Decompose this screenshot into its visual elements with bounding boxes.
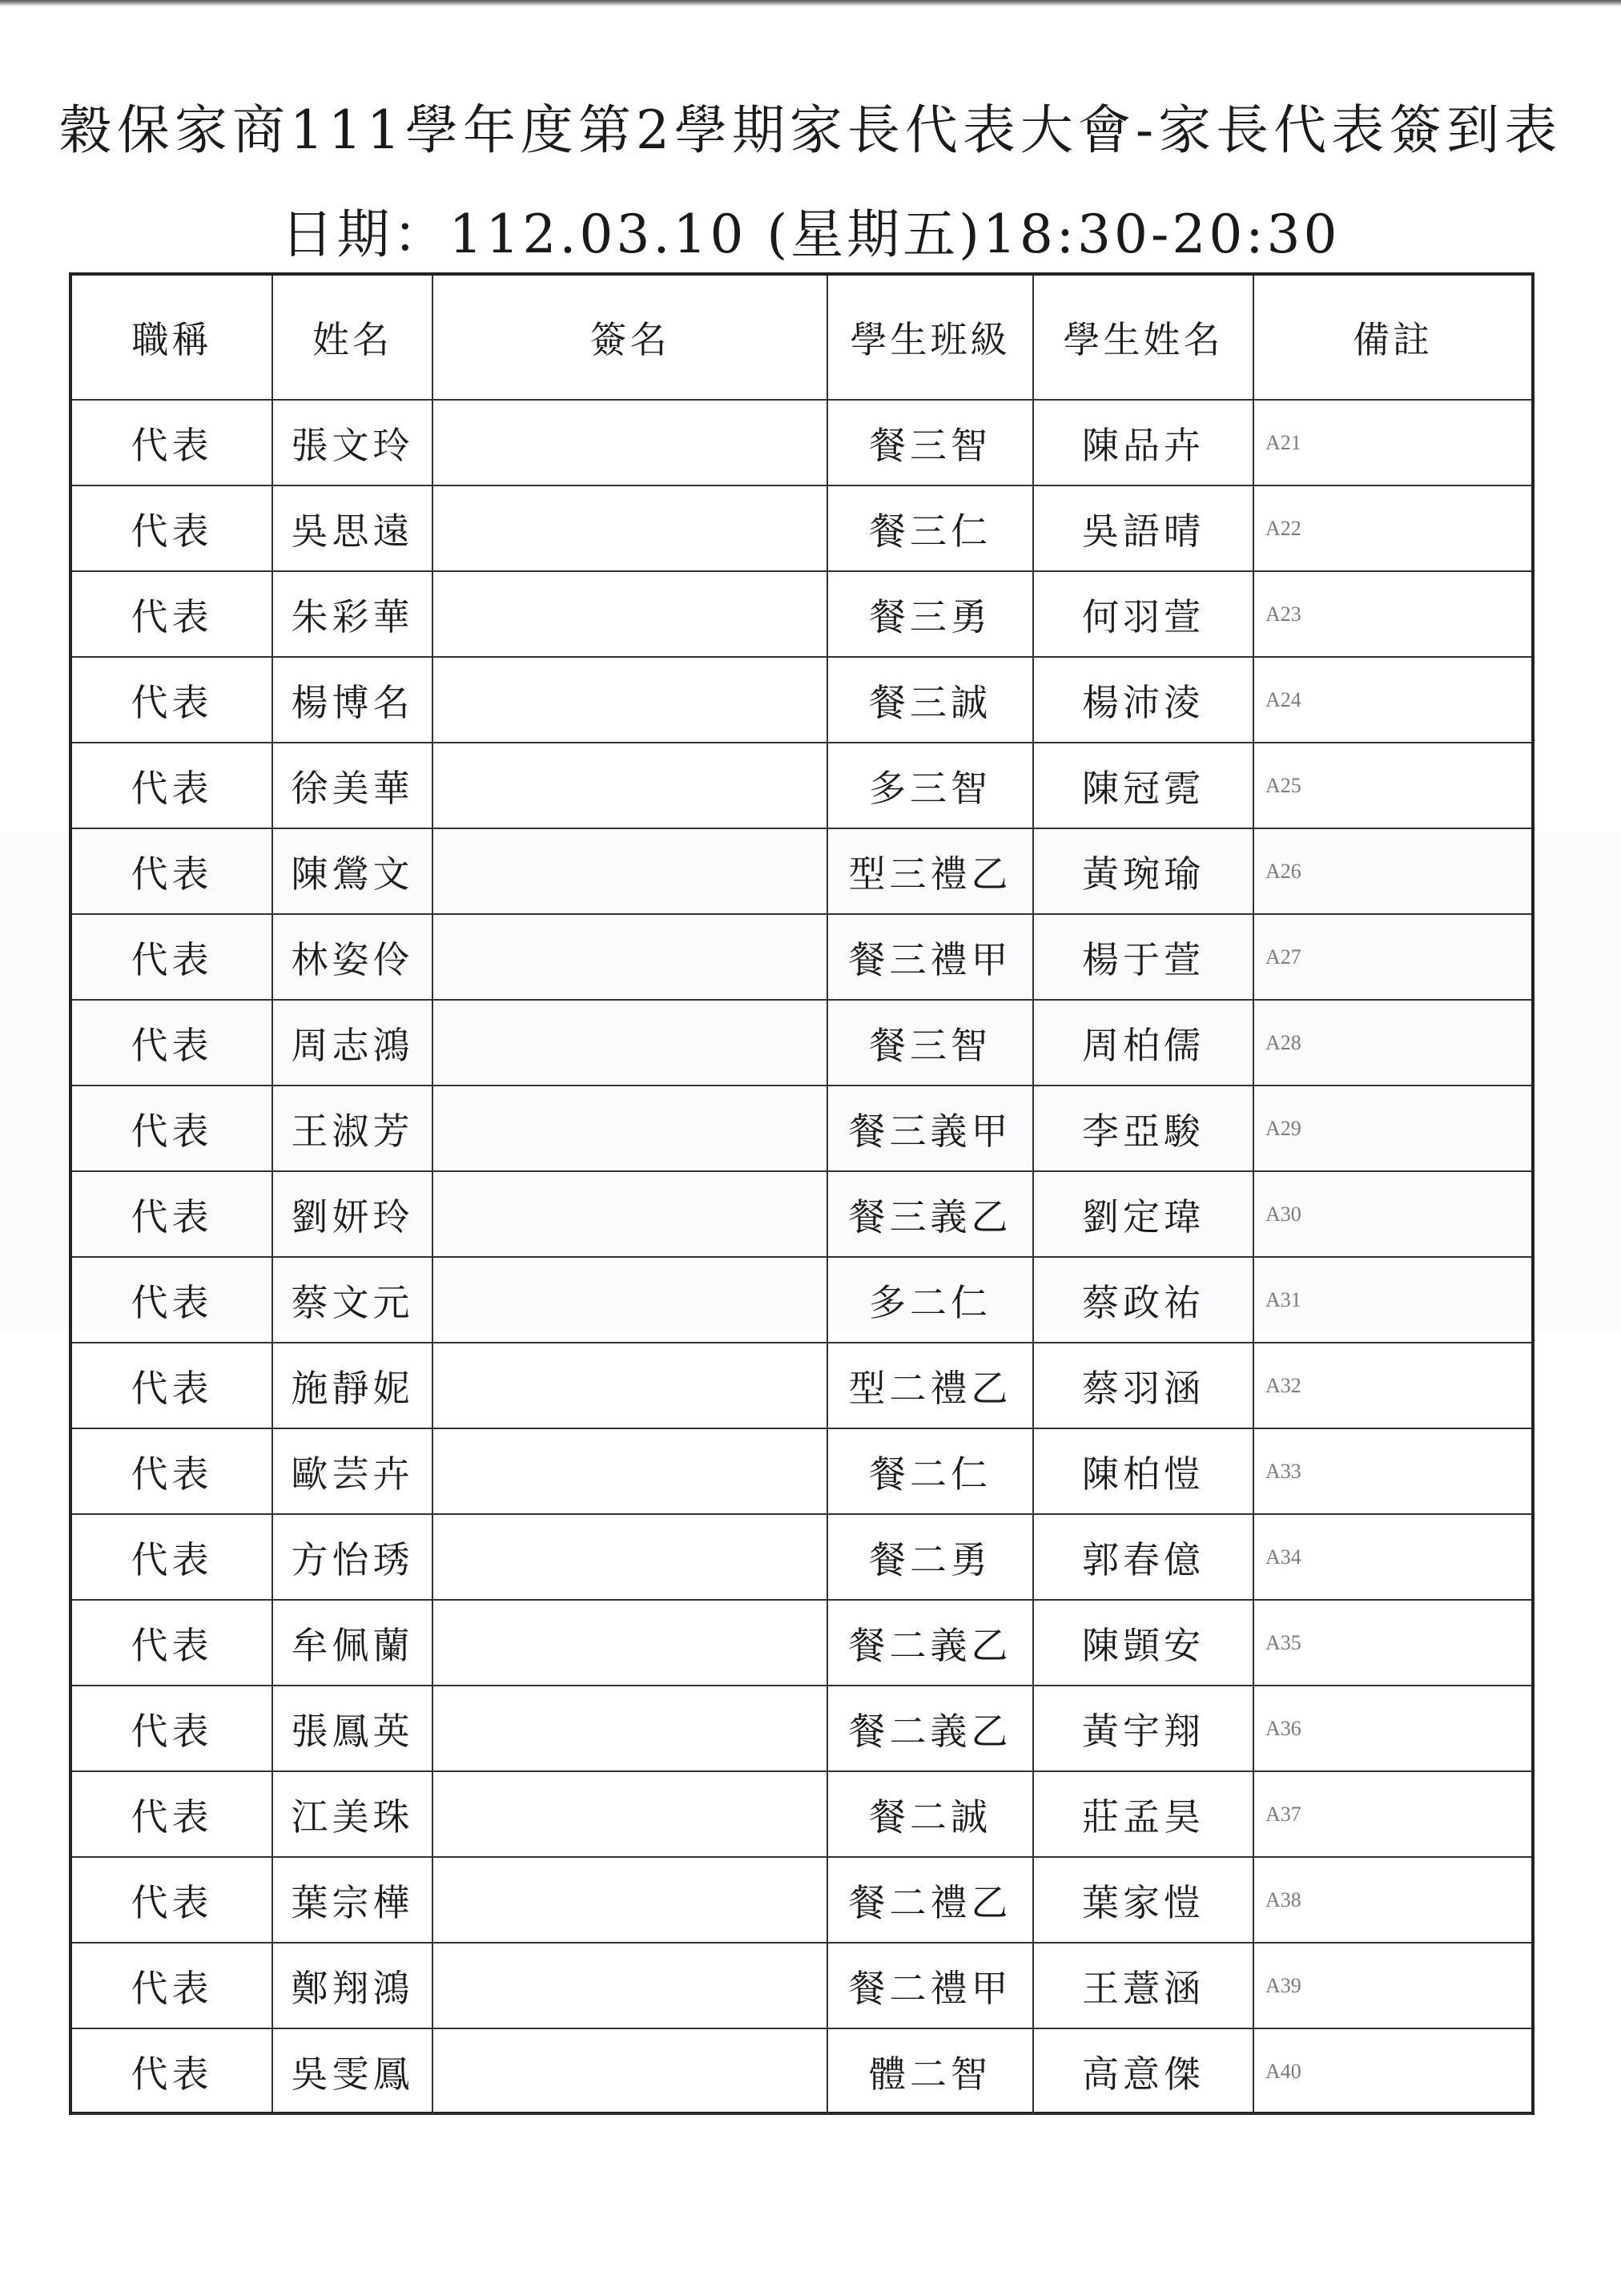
cell-note: A29	[1253, 1086, 1531, 1171]
cell-signature	[432, 657, 827, 743]
table-row	[72, 1943, 1531, 2028]
cell-name: 楊博名	[272, 657, 432, 743]
table-row	[72, 914, 1531, 1000]
cell-student: 王薏涵	[1033, 1943, 1253, 2028]
cell-note: A36	[1253, 1686, 1531, 1771]
cell-name: 牟佩蘭	[272, 1600, 432, 1686]
cell-title: 代表	[72, 1771, 272, 1857]
cell-class: 餐三義甲	[827, 1086, 1033, 1171]
cell-student: 何羽萱	[1033, 571, 1253, 657]
header-title: 職稱	[72, 276, 272, 400]
table-row	[72, 1257, 1531, 1343]
cell-name: 歐芸卉	[272, 1428, 432, 1514]
cell-title: 代表	[72, 1428, 272, 1514]
cell-title: 代表	[72, 485, 272, 571]
header-name: 姓名	[272, 276, 432, 400]
cell-signature	[432, 1771, 827, 1857]
cell-student: 陳柏愷	[1033, 1428, 1253, 1514]
cell-signature	[432, 1600, 827, 1686]
table-row	[72, 1343, 1531, 1428]
cell-title: 代表	[72, 914, 272, 1000]
cell-note: A31	[1253, 1257, 1531, 1343]
scan-top-edge	[0, 0, 1621, 6]
cell-student: 陳顗安	[1033, 1600, 1253, 1686]
cell-note: A23	[1253, 571, 1531, 657]
cell-class: 多三智	[827, 743, 1033, 828]
cell-signature	[432, 1943, 827, 2028]
cell-class: 餐三智	[827, 1000, 1033, 1086]
cell-class: 體二智	[827, 2028, 1033, 2114]
cell-student: 吳語晴	[1033, 485, 1253, 571]
header-signature: 簽名	[432, 276, 827, 400]
cell-signature	[432, 1000, 827, 1086]
cell-student: 楊于萱	[1033, 914, 1253, 1000]
cell-title: 代表	[72, 657, 272, 743]
cell-name: 徐美華	[272, 743, 432, 828]
table-row	[72, 400, 1531, 485]
cell-student: 蔡政祐	[1033, 1257, 1253, 1343]
cell-note: A22	[1253, 485, 1531, 571]
cell-student: 劉定瑋	[1033, 1171, 1253, 1257]
cell-title: 代表	[72, 1343, 272, 1428]
cell-note: A28	[1253, 1000, 1531, 1086]
cell-note: A39	[1253, 1943, 1531, 2028]
cell-name: 方怡琇	[272, 1514, 432, 1600]
cell-title: 代表	[72, 828, 272, 914]
cell-class: 餐二誠	[827, 1771, 1033, 1857]
cell-student: 黃琬瑜	[1033, 828, 1253, 914]
cell-signature	[432, 1428, 827, 1514]
cell-title: 代表	[72, 743, 272, 828]
cell-name: 林姿伶	[272, 914, 432, 1000]
cell-signature	[432, 1171, 827, 1257]
cell-signature	[432, 1086, 827, 1171]
cell-note: A35	[1253, 1600, 1531, 1686]
cell-title: 代表	[72, 571, 272, 657]
cell-signature	[432, 1686, 827, 1771]
cell-name: 朱彩華	[272, 571, 432, 657]
table-row	[72, 1086, 1531, 1171]
cell-note: A33	[1253, 1428, 1531, 1514]
cell-signature	[432, 828, 827, 914]
header-student-name: 學生姓名	[1033, 276, 1253, 400]
cell-signature	[432, 1343, 827, 1428]
cell-name: 吳思遠	[272, 485, 432, 571]
cell-signature	[432, 743, 827, 828]
cell-name: 張鳳英	[272, 1686, 432, 1771]
cell-student: 葉家愷	[1033, 1857, 1253, 1943]
cell-title: 代表	[72, 1086, 272, 1171]
cell-note: A21	[1253, 400, 1531, 485]
table-row	[72, 1771, 1531, 1857]
cell-name: 蔡文元	[272, 1257, 432, 1343]
cell-student: 楊沛淩	[1033, 657, 1253, 743]
cell-title: 代表	[72, 400, 272, 485]
cell-title: 代表	[72, 1514, 272, 1600]
cell-student: 高意傑	[1033, 2028, 1253, 2114]
cell-name: 陳鶯文	[272, 828, 432, 914]
table-row	[72, 657, 1531, 743]
cell-name: 江美珠	[272, 1771, 432, 1857]
cell-class: 餐三誠	[827, 657, 1033, 743]
cell-note: A30	[1253, 1171, 1531, 1257]
table-row	[72, 743, 1531, 828]
cell-class: 餐三勇	[827, 571, 1033, 657]
cell-student: 周柏儒	[1033, 1000, 1253, 1086]
cell-signature	[432, 400, 827, 485]
cell-note: A25	[1253, 743, 1531, 828]
cell-class: 型三禮乙	[827, 828, 1033, 914]
cell-student: 莊孟昊	[1033, 1771, 1253, 1857]
cell-name: 周志鴻	[272, 1000, 432, 1086]
cell-note: A34	[1253, 1514, 1531, 1600]
cell-title: 代表	[72, 1943, 272, 2028]
cell-title: 代表	[72, 1857, 272, 1943]
sign-in-table	[72, 276, 1531, 2115]
table-row	[72, 1000, 1531, 1086]
cell-signature	[432, 1857, 827, 1943]
cell-name: 葉宗樺	[272, 1857, 432, 1943]
cell-title: 代表	[72, 1686, 272, 1771]
header-note: 備註	[1253, 276, 1531, 400]
cell-student: 黃宇翔	[1033, 1686, 1253, 1771]
cell-class: 餐三義乙	[827, 1171, 1033, 1257]
header-student-class: 學生班級	[827, 276, 1033, 400]
table-header-row	[72, 276, 1531, 400]
cell-title: 代表	[72, 1600, 272, 1686]
cell-class: 餐三禮甲	[827, 914, 1033, 1000]
cell-name: 張文玲	[272, 400, 432, 485]
cell-class: 餐二禮乙	[827, 1857, 1033, 1943]
cell-note: A27	[1253, 914, 1531, 1000]
cell-student: 李亞駿	[1033, 1086, 1253, 1171]
cell-note: A32	[1253, 1343, 1531, 1428]
cell-class: 餐二義乙	[827, 1686, 1033, 1771]
table-row	[72, 1857, 1531, 1943]
cell-student: 陳冠霓	[1033, 743, 1253, 828]
cell-title: 代表	[72, 1000, 272, 1086]
table-row	[72, 1428, 1531, 1514]
sign-in-sheet	[69, 272, 1535, 2115]
cell-title: 代表	[72, 2028, 272, 2114]
cell-note: A40	[1253, 2028, 1531, 2114]
cell-signature	[432, 1514, 827, 1600]
cell-note: A24	[1253, 657, 1531, 743]
cell-student: 陳品卉	[1033, 400, 1253, 485]
cell-note: A38	[1253, 1857, 1531, 1943]
cell-class: 型二禮乙	[827, 1343, 1033, 1428]
table-row	[72, 1514, 1531, 1600]
table-row	[72, 1600, 1531, 1686]
cell-class: 餐二勇	[827, 1514, 1033, 1600]
cell-name: 吳雯鳳	[272, 2028, 432, 2114]
meeting-date: 日期：112.03.10 (星期五)18:30-20:30	[280, 203, 1341, 265]
table-row	[72, 2028, 1531, 2114]
cell-signature	[432, 914, 827, 1000]
document-title: 穀保家商111學年度第2學期家長代表大會-家長代表簽到表	[58, 99, 1563, 161]
cell-title: 代表	[72, 1171, 272, 1257]
table-row	[72, 1686, 1531, 1771]
cell-title: 代表	[72, 1257, 272, 1343]
cell-signature	[432, 2028, 827, 2114]
cell-class: 餐二禮甲	[827, 1943, 1033, 2028]
cell-class: 餐三仁	[827, 485, 1033, 571]
cell-class: 多二仁	[827, 1257, 1033, 1343]
table-row	[72, 485, 1531, 571]
cell-class: 餐三智	[827, 400, 1033, 485]
cell-signature	[432, 571, 827, 657]
cell-signature	[432, 1257, 827, 1343]
cell-signature	[432, 485, 827, 571]
cell-note: A26	[1253, 828, 1531, 914]
table-row	[72, 571, 1531, 657]
cell-student: 郭春億	[1033, 1514, 1253, 1600]
cell-name: 劉妍玲	[272, 1171, 432, 1257]
cell-note: A37	[1253, 1771, 1531, 1857]
cell-class: 餐二義乙	[827, 1600, 1033, 1686]
cell-name: 施靜妮	[272, 1343, 432, 1428]
cell-name: 王淑芳	[272, 1086, 432, 1171]
cell-student: 蔡羽涵	[1033, 1343, 1253, 1428]
cell-class: 餐二仁	[827, 1428, 1033, 1514]
table-row	[72, 828, 1531, 914]
cell-name: 鄭翔鴻	[272, 1943, 432, 2028]
table-row	[72, 1171, 1531, 1257]
